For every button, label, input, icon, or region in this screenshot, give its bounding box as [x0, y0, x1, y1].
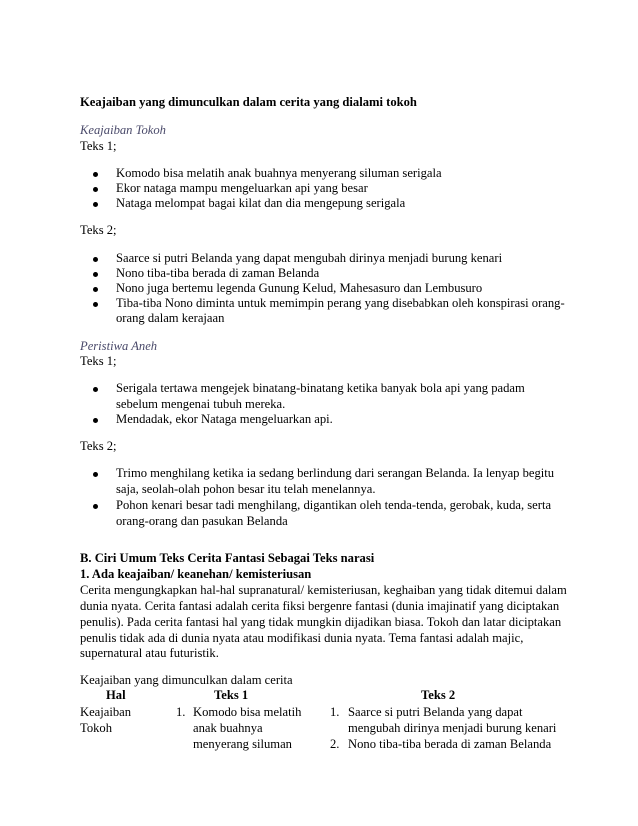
section-b-title: B. Ciri Umum Teks Cerita Fantasi Sebagai Teks narasi: [80, 551, 375, 565]
teks1-label: Teks 1;: [80, 139, 117, 153]
table-caption: Keajaiban yang dimunculkan dalam cerita: [80, 673, 293, 687]
table-cell: menyerang siluman: [193, 737, 292, 751]
table-row-label: Keajaiban: [80, 705, 132, 719]
list-item: Nataga melompat bagai kilat dan dia mengepung serigala: [116, 196, 406, 210]
paragraph-line: penulis tidak ada di dunia nyata atau modifikasi dunia nyata. Tema fantasi adalah majic,: [80, 631, 524, 645]
bullet-icon: [93, 302, 98, 307]
section-title-keajaiban-tokoh: Keajaiban Tokoh: [80, 123, 166, 137]
bullet-icon: [93, 272, 98, 277]
list-item-continuation: orang dalam kerajaan: [116, 311, 225, 325]
list-item-continuation: sebelum mengenai tubuh mereka.: [116, 397, 286, 411]
bullet-icon: [93, 202, 98, 207]
table-cell: Saarce si putri Belanda yang dapat: [348, 705, 523, 719]
paragraph-line: penulis). Pada cerita fantasi hal yang tidak mungkin dijadikan biasa. Tokoh dan latar diciptakan: [80, 615, 562, 629]
list-item-continuation: orang-orang dan pasukan Belanda: [116, 514, 288, 528]
bullet-icon: [93, 387, 98, 392]
paragraph-line: supernatural atau futuristik.: [80, 646, 219, 660]
table-cell: Komodo bisa melatih: [193, 705, 302, 719]
section-b-subtitle: 1. Ada keajaiban/ keanehan/ kemisteriusan: [80, 567, 312, 581]
table-header-teks2: Teks 2: [421, 688, 456, 702]
list-item-continuation: saja, seolah-olah pohon besar itu telah menelannya.: [116, 482, 376, 496]
list-item: Pohon kenari besar tadi menghilang, digantikan oleh tenda-tenda, gerobak, kuda, serta: [116, 498, 552, 512]
table-header-teks1: Teks 1: [214, 688, 249, 702]
teks2-label: Teks 2;: [80, 439, 117, 453]
list-item: Tiba-tiba Nono diminta untuk memimpin perang yang disebabkan oleh konspirasi orang-: [116, 296, 565, 310]
list-item: Trimo menghilang ketika ia sedang berlindung dari serangan Belanda. Ia lenyap begitu: [116, 466, 555, 480]
table-cell: Nono tiba-tiba berada di zaman Belanda: [348, 737, 552, 751]
table-header-hal: Hal: [106, 688, 126, 702]
list-item: Saarce si putri Belanda yang dapat mengubah dirinya menjadi burung kenari: [116, 251, 503, 265]
table-cell-number: 2.: [330, 737, 340, 751]
teks1-label: Teks 1;: [80, 354, 117, 368]
table-row-label: Tokoh: [80, 721, 113, 735]
paragraph-line: Cerita mengungkapkan hal-hal supranatural/ kemisteriusan, keghaiban yang tidak ditemui dalam: [80, 583, 567, 597]
table-cell-number: 1.: [176, 705, 186, 719]
list-item: Mendadak, ekor Nataga mengeluarkan api.: [116, 412, 333, 426]
bullet-icon: [93, 418, 98, 423]
table-cell: anak buahnya: [193, 721, 263, 735]
paragraph-line: dunia nyata. Cerita fantasi adalah cerita fiksi bergenre fantasi (dunia imajinatif yang diciptakan: [80, 599, 560, 613]
list-item: Nono tiba-tiba berada di zaman Belanda: [116, 266, 320, 280]
bullet-icon: [93, 472, 98, 477]
list-item: Komodo bisa melatih anak buahnya menyerang siluman serigala: [116, 166, 442, 180]
list-item: Serigala tertawa mengejek binatang-binatang ketika banyak bola api yang padam: [116, 381, 525, 395]
bullet-icon: [93, 287, 98, 292]
section-title-peristiwa-aneh: Peristiwa Aneh: [80, 339, 158, 353]
list-item: Nono juga bertemu legenda Gunung Kelud, Mahesasuro dan Lembusuro: [116, 281, 483, 295]
bullet-icon: [93, 172, 98, 177]
teks2-label: Teks 2;: [80, 223, 117, 237]
bullet-icon: [93, 257, 98, 262]
table-cell: mengubah dirinya menjadi burung kenari: [348, 721, 557, 735]
bullet-icon: [93, 504, 98, 509]
bullet-icon: [93, 187, 98, 192]
list-item: Ekor nataga mampu mengeluarkan api yang besar: [116, 181, 368, 195]
main-heading: Keajaiban yang dimunculkan dalam cerita yang dialami tokoh: [80, 95, 417, 109]
table-cell-number: 1.: [330, 705, 340, 719]
